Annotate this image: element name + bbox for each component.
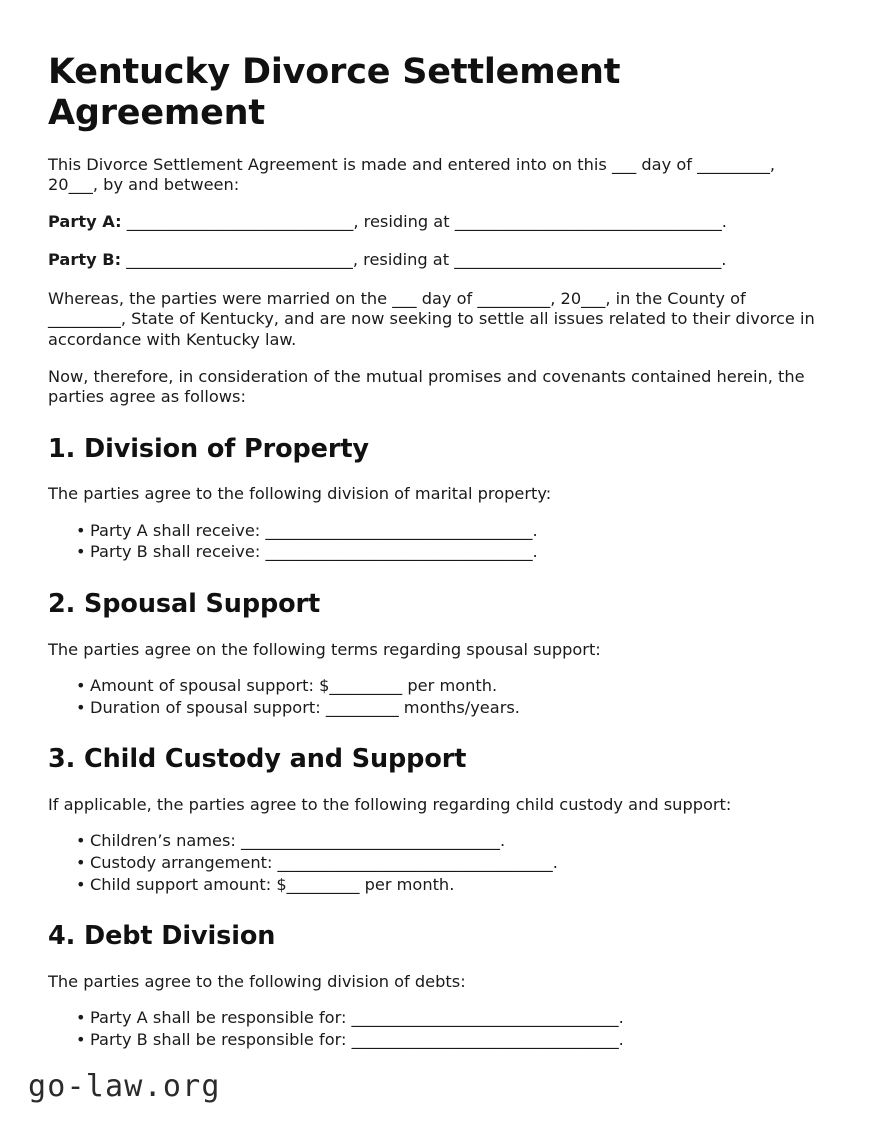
- section-lead-2: The parties agree on the following terms regarding spousal support:: [48, 639, 601, 659]
- list-item: • Amount of spousal support: $_________ per month.: [48, 676, 821, 697]
- section-child-custody-and-support: [48, 744, 821, 895]
- whereas-paragraph: Whereas, the parties were married on the ___ day of _________, 20___, in the County of _________, State of Kentucky, and are now seeking to settle all issues related to their divorce in accordance with Kentucky law.: [48, 288, 815, 349]
- section-lead-4: The parties agree to the following division of debts:: [48, 971, 466, 991]
- list-item: • Party B shall be responsible for: _________________________________.: [48, 1030, 821, 1051]
- section-spousal-support: [48, 589, 821, 718]
- list-item: • Party A shall be responsible for: _________________________________.: [48, 1008, 821, 1029]
- section-bullets-4: [48, 1008, 821, 1050]
- party-b-line: [48, 250, 821, 271]
- section-bullets-2: [48, 676, 821, 718]
- section-lead-3: If applicable, the parties agree to the following regarding child custody and support:: [48, 794, 732, 814]
- page-title: Kentucky Divorce Settlement Agreement: [48, 52, 621, 134]
- party-a-blanks: ____________________________, residing at _________________________________.: [121, 211, 727, 231]
- section-heading-4: 4. Debt Division: [48, 921, 276, 952]
- site-watermark: go-law.org: [28, 1069, 221, 1104]
- section-heading-2: 2. Spousal Support: [48, 588, 321, 619]
- list-item: • Duration of spousal support: _________ months/years.: [48, 698, 821, 719]
- section-lead-1: The parties agree to the following division of marital property:: [48, 484, 552, 504]
- list-item: • Child support amount: $_________ per month.: [48, 875, 821, 896]
- party-b-blanks: ____________________________, residing at _________________________________.: [121, 250, 727, 270]
- list-item: • Party B shall receive: _________________________________.: [48, 542, 821, 563]
- list-item: • Children’s names: ________________________________.: [48, 831, 821, 852]
- party-b-label: Party B:: [48, 250, 122, 270]
- section-bullets-1: [48, 521, 821, 563]
- section-heading-1: 1. Division of Property: [48, 433, 369, 464]
- list-item: • Party A shall receive: _________________________________.: [48, 521, 821, 542]
- section-debt-division: [48, 921, 821, 1050]
- section-heading-3: 3. Child Custody and Support: [48, 744, 467, 775]
- section-division-of-property: [48, 434, 821, 563]
- now-therefore-paragraph: Now, therefore, in consideration of the mutual promises and covenants contained herein, the parties agree as follows:: [48, 366, 805, 407]
- list-item: • Custody arrangement: __________________________________.: [48, 853, 821, 874]
- intro-paragraph: This Divorce Settlement Agreement is made and entered into on this ___ day of _________, 20___, by and between:: [48, 154, 776, 195]
- party-a-label: Party A:: [48, 211, 122, 231]
- section-bullets-3: [48, 831, 821, 895]
- party-a-line: [48, 212, 821, 233]
